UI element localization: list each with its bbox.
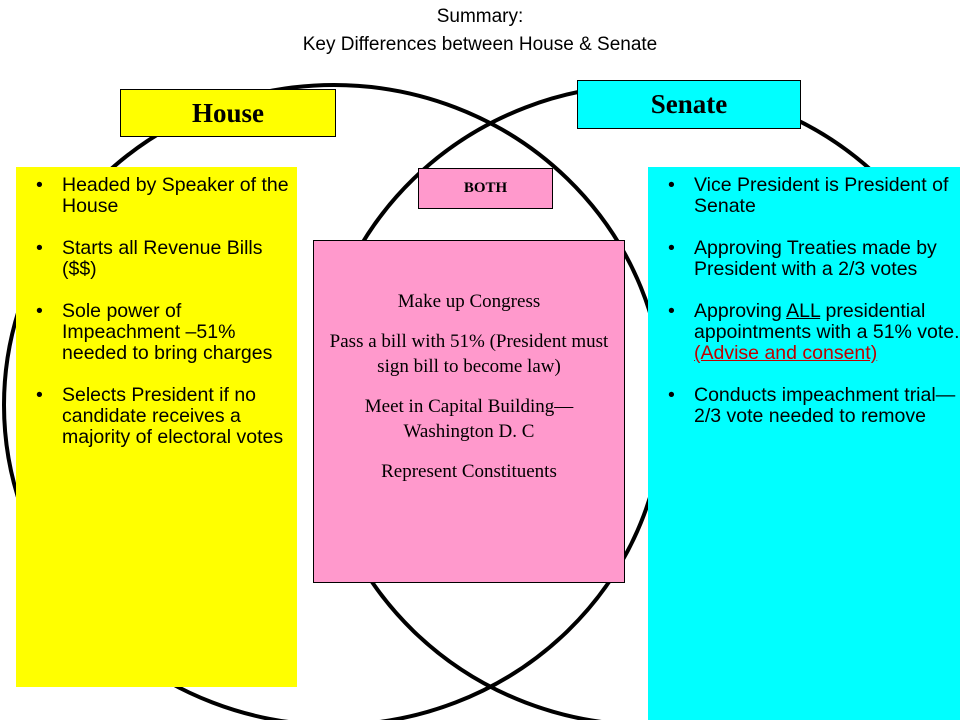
house-item: • Starts all Revenue Bills ($$) [16, 238, 297, 280]
both-item: Represent Constituents [381, 461, 557, 482]
both-panel [313, 240, 625, 583]
senate-item-text: Approving [694, 300, 787, 322]
senate-list [648, 175, 960, 427]
advise-consent-link[interactable]: (Advise and consent) [694, 342, 878, 364]
house-panel [16, 167, 297, 687]
senate-item-text: presidential appointments with a 51% vote. [694, 300, 960, 343]
senate-item-all: ALL [786, 300, 821, 322]
both-label: BOTH [418, 168, 553, 209]
both-item: Meet in Capital Building—Washington D. C [364, 396, 574, 442]
senate-item: • Vice President is President of Senate [648, 175, 960, 217]
senate-panel [648, 167, 960, 720]
house-item: • Selects President if no candidate receives a majority of electoral votes [16, 385, 297, 448]
senate-item: • Conducts impeachment trial—2/3 vote needed to remove [648, 385, 960, 427]
senate-item: • Approving Treaties made by President with a 2/3 votes [648, 238, 960, 280]
senate-item [648, 301, 960, 364]
senate-label: Senate [577, 80, 801, 129]
title-line-2: Key Differences between House & Senate [302, 34, 658, 55]
house-list [16, 175, 297, 448]
house-item: • Sole power of Impeachment –51% needed to bring charges [16, 301, 297, 364]
house-label: House [120, 89, 336, 137]
title-line-1: Summary: [436, 6, 524, 27]
both-item: Pass a bill with 51% (President must sign bill to become law) [329, 331, 609, 377]
house-item: • Headed by Speaker of the House [16, 175, 297, 217]
both-item: Make up Congress [397, 291, 541, 312]
